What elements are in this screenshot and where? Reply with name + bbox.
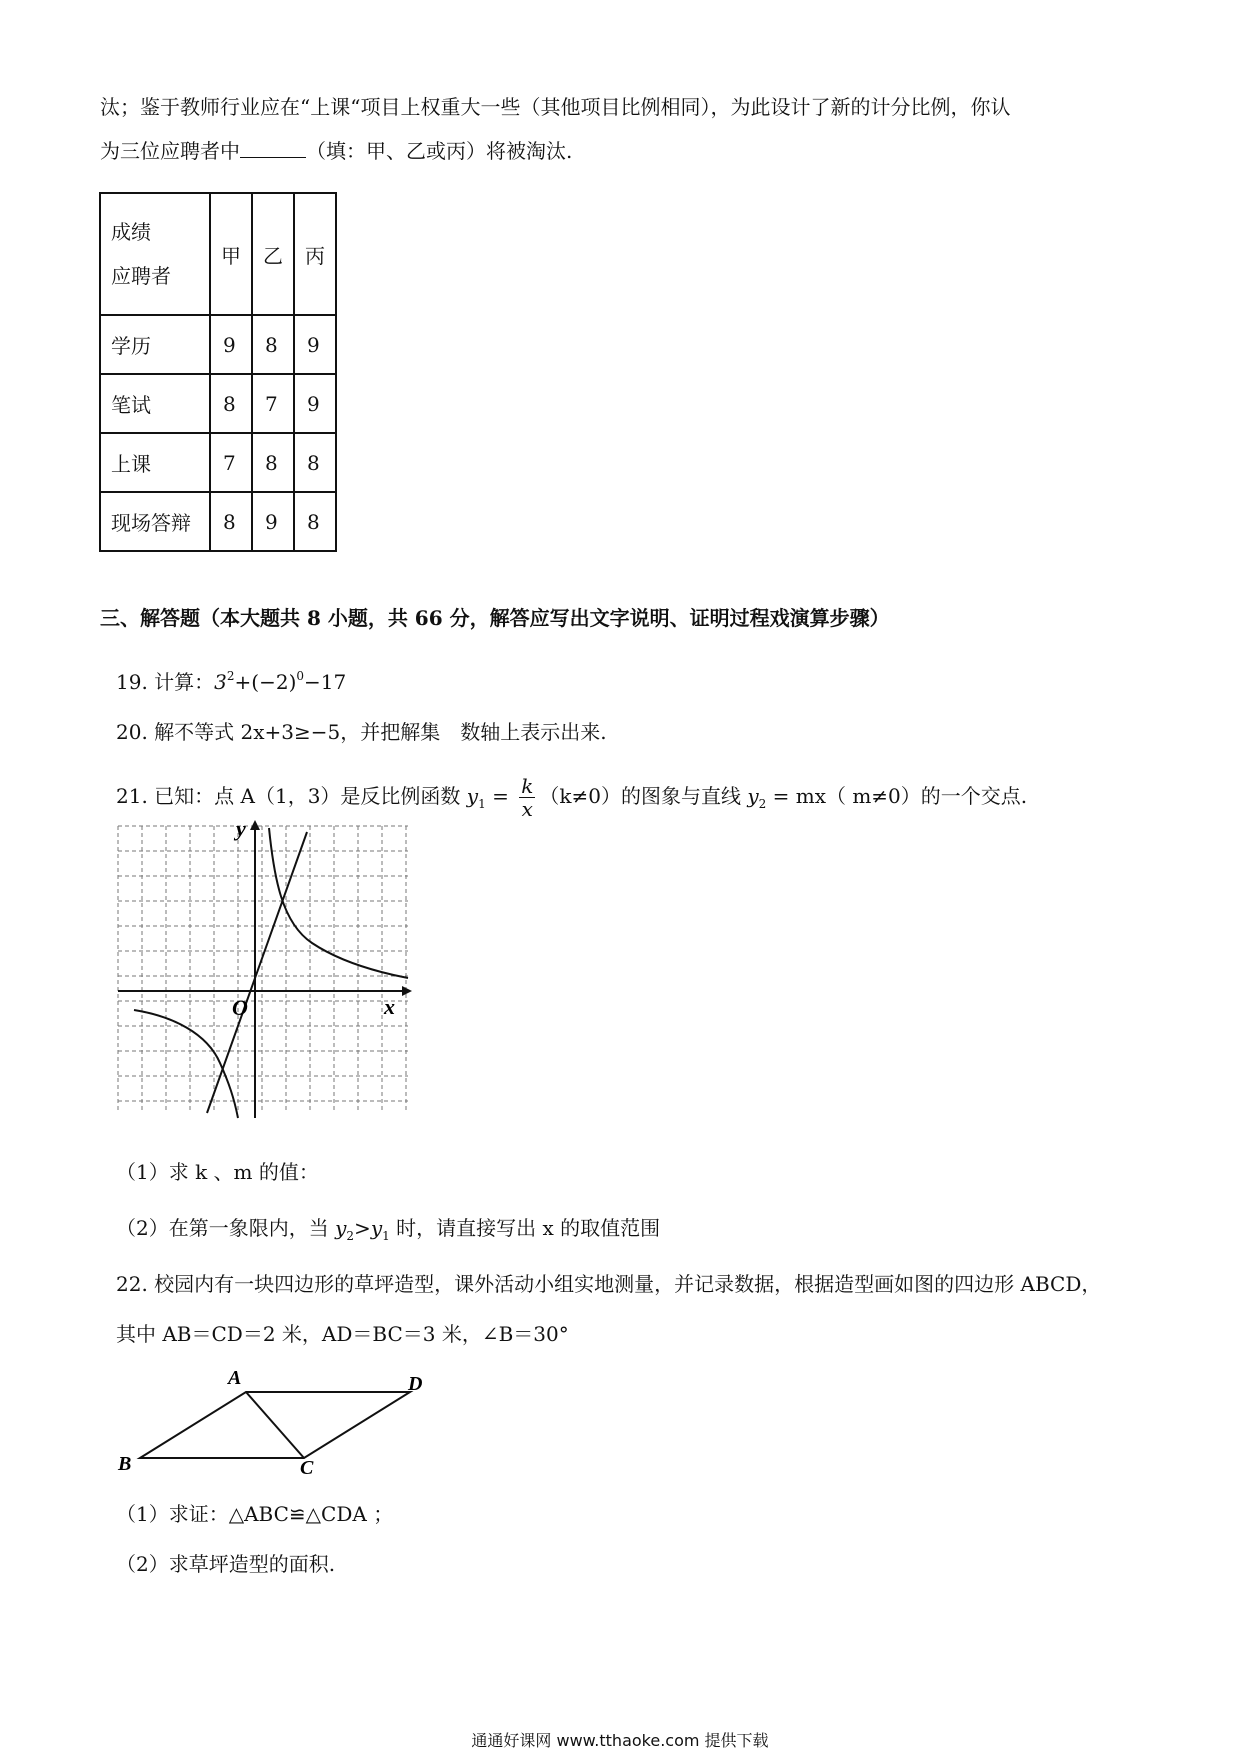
q21-part2-y1sub: 1 bbox=[382, 1229, 390, 1243]
x-axis-label: x bbox=[384, 994, 395, 1019]
table-corner-cell bbox=[100, 193, 210, 315]
section-title: 三、解答题（本大题共 8 小题，共 66 分，解答应写出文字说明、证明过程戏演算步骤） bbox=[100, 606, 890, 630]
score-cell: 9 bbox=[252, 492, 294, 551]
label-d: D bbox=[408, 1373, 423, 1395]
table-row bbox=[100, 492, 336, 551]
table-row bbox=[100, 374, 336, 433]
intro-line-1: 汰；鉴于教师行业应在“上课“项目上权重大一些（其他项目比例相同），为此设计了新的计分比例，你认 bbox=[100, 95, 1011, 119]
table-row bbox=[100, 433, 336, 492]
label-c: C bbox=[300, 1457, 314, 1474]
q21-part-1: （1）求 k 、m 的值： bbox=[116, 1160, 319, 1184]
item-cell: 学历 bbox=[100, 315, 210, 374]
diagonal-ac bbox=[246, 1392, 304, 1458]
score-table bbox=[99, 192, 337, 552]
q21-y2: y bbox=[747, 784, 759, 808]
question-20: 20. 解不等式 2x+3≥−5，并把解集 数轴上表示出来. bbox=[116, 720, 607, 744]
score-cell: 8 bbox=[252, 433, 294, 492]
q21-lead: 21. 已知：点 bbox=[116, 784, 241, 808]
score-cell: 7 bbox=[210, 433, 252, 492]
item-cell: 笔试 bbox=[100, 374, 210, 433]
table-row bbox=[100, 315, 336, 374]
q21-part2-after: 时，请直接写出 x 的取值范围 bbox=[389, 1216, 661, 1240]
q21-fraction bbox=[519, 775, 535, 820]
score-cell: 9 bbox=[294, 315, 336, 374]
q21-eq: = bbox=[485, 784, 516, 808]
q21-part2-y1: y bbox=[370, 1216, 383, 1240]
label-a: A bbox=[228, 1367, 242, 1389]
label-b: B bbox=[118, 1453, 132, 1474]
intro-line-2-before: 为三位应聘者中 bbox=[100, 139, 240, 163]
q21-part2-gt: > bbox=[354, 1216, 371, 1240]
q22-figure bbox=[110, 1362, 440, 1474]
q21-y1: y bbox=[466, 784, 479, 808]
origin-label: O bbox=[232, 995, 248, 1020]
q19-end: −17 bbox=[304, 670, 347, 694]
q22-part-2: （2）求草坪造型的面积. bbox=[116, 1552, 336, 1576]
score-cell: 8 bbox=[210, 492, 252, 551]
q21-part2-y2sub: 2 bbox=[346, 1229, 355, 1243]
intro-line-2-after: （填：甲、乙或丙）将被淘汰. bbox=[306, 139, 573, 163]
q21-eq2: = mx（ m≠0）的一个交点. bbox=[766, 784, 1028, 808]
q21-denominator: x bbox=[521, 797, 533, 821]
candidate-header: 乙 bbox=[252, 193, 294, 315]
q21-graph bbox=[112, 818, 412, 1120]
score-cell: 8 bbox=[210, 374, 252, 433]
answer-blank[interactable] bbox=[240, 139, 306, 158]
q19-exp2: 0 bbox=[296, 669, 305, 683]
q21-cond1: （k≠0）的图象与直线 bbox=[539, 784, 748, 808]
score-cell: 8 bbox=[294, 492, 336, 551]
header-bottom-label: 应聘者 bbox=[111, 264, 171, 288]
q21-numerator: k bbox=[521, 774, 534, 798]
item-cell: 现场答辩 bbox=[100, 492, 210, 551]
q21-y1-sub: 1 bbox=[478, 797, 486, 811]
line-y2 bbox=[207, 832, 307, 1113]
y-axis-arrow bbox=[250, 820, 260, 830]
score-cell: 9 bbox=[294, 374, 336, 433]
table-header-row bbox=[100, 193, 336, 315]
candidate-header: 丙 bbox=[294, 193, 336, 315]
q21-part-2 bbox=[116, 1214, 660, 1250]
page-footer: 通通好课网 www.tthaoke.com 提供下载 bbox=[471, 1731, 769, 1750]
score-cell: 9 bbox=[210, 315, 252, 374]
y-axis-label: y bbox=[236, 818, 246, 841]
q19-base: 3 bbox=[214, 670, 227, 694]
q19-mid: +(−2) bbox=[234, 670, 297, 694]
q19-exp: 2 bbox=[226, 669, 235, 683]
q21-point: A（1，3）是反比例函数 bbox=[240, 784, 467, 808]
intro-line-2 bbox=[100, 137, 572, 165]
score-cell: 8 bbox=[294, 433, 336, 492]
q19-label: 19. 计算： bbox=[116, 670, 215, 694]
question-19 bbox=[116, 662, 346, 696]
candidate-header: 甲 bbox=[210, 193, 252, 315]
score-cell: 7 bbox=[252, 374, 294, 433]
q22-line-2: 其中 AB＝CD＝2 米，AD＝BC＝3 米，∠B＝30° bbox=[116, 1322, 569, 1346]
x-axis-arrow bbox=[402, 986, 412, 996]
q22-line-1: 22. 校园内有一块四边形的草坪造型，课外活动小组实地测量，并记录数据，根据造型画如图的四边形 ABCD， bbox=[116, 1272, 1102, 1296]
q22-part-1: （1）求证：△ABC≌△CDA ； bbox=[116, 1502, 394, 1526]
q21-part2-before: （2）在第一象限内，当 bbox=[116, 1216, 336, 1240]
item-cell: 上课 bbox=[100, 433, 210, 492]
header-top-label: 成绩 bbox=[111, 220, 151, 244]
score-cell: 8 bbox=[252, 315, 294, 374]
q21-part2-y2: y bbox=[335, 1216, 347, 1240]
q21-y2-sub: 2 bbox=[758, 797, 767, 811]
